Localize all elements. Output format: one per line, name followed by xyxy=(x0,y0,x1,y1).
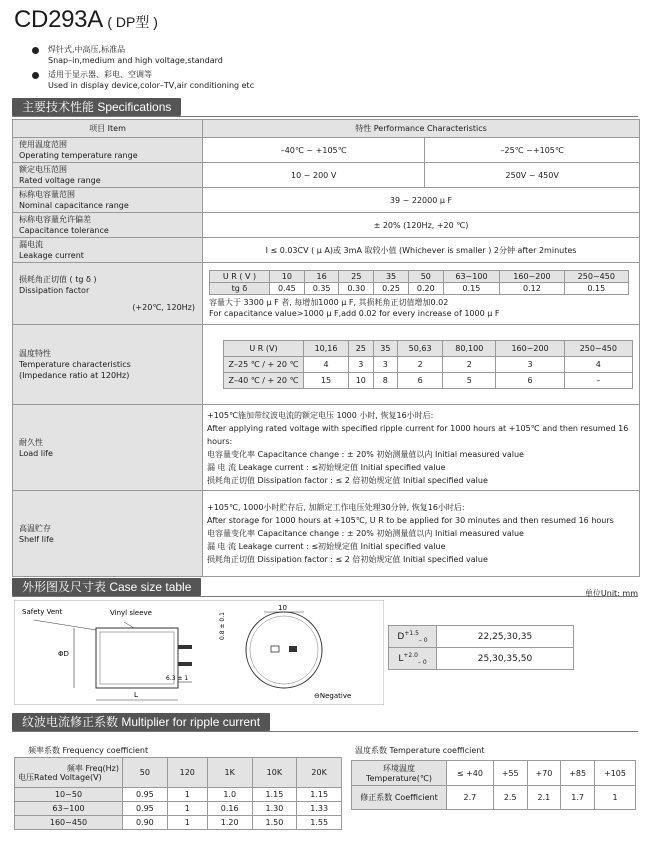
table-row: 63~100 0.95 1 0.16 1.30 1.33 xyxy=(15,802,342,816)
op-temp-v2: –25℃ ~+105℃ xyxy=(425,138,640,163)
table-row: 160~450 0.90 1 1.20 1.50 1.55 xyxy=(15,816,342,830)
leak-value: I ≤ 0.03CV ( μ A)或 3mA 取较小值 (Whichever is smaller ) 2分钟 after 2minutes xyxy=(203,238,640,263)
section-ripple: 纹波电流修正系数 Multiplier for ripple current xyxy=(12,713,270,731)
tempcoef-table: 环境温度 Temperature(℃) ≤ +40 +55 +70 +85 +105 修正系数 Coefficient 2.7 2.5 2.1 1.7 1 xyxy=(351,760,636,810)
shelf-label: 高温贮存 Shelf life xyxy=(13,491,203,577)
negative-label: ⊖Negative xyxy=(314,692,352,700)
section-specs: 主要技术性能 Specifications xyxy=(12,98,181,116)
col-perf: 特性 Performance Characteristics xyxy=(203,120,640,138)
temp-char-cell xyxy=(203,325,640,405)
d-values: 22,25,30,35 xyxy=(437,626,574,648)
rated-v-label: 额定电压范围 Rated voltage range xyxy=(13,163,203,188)
section-case: 外形图及尺寸表 Case size table xyxy=(12,578,201,596)
dim-08-label: 0.8 ± 0.1 xyxy=(219,612,226,640)
divider xyxy=(12,731,638,732)
load-value: +105℃施加带纹波电流的额定电压 1000 小时, 恢复16小时后: After applying rated voltage with specified ripple current for 1000 hours at +105℃ and then resumed 16 hours: 电容量变化率 Capacitance change : ± 20% 初始测量值以内 Initial measured value 漏 电 流 Leakage current : ≤初始规定值 Initial specified value 损耗角正切值 Dissipation factor : ≤ 2 倍初始规定值 Initial specified value xyxy=(203,405,640,491)
rated-v-v1: 10 ~ 200 V xyxy=(203,163,425,188)
phi-d-label: ΦD xyxy=(58,650,69,658)
df-cell xyxy=(203,263,640,325)
feature-2: 适用于显示器、彩电、空调等 Used in display device,color–TV,air conditioning etc xyxy=(48,70,255,90)
d-label-cell: $D^{+1.5}_{- 0}$ xyxy=(389,626,437,648)
df-table: U R ( V ) 10 16 25 35 50 63~100 160~200 250~450 tg δ 0.45 0.35 0.30 0.25 0.20 0.15 0.12 0.15 xyxy=(209,270,629,295)
cap-range-value: 39 ~ 22000 μ F xyxy=(203,188,640,213)
l-label: L xyxy=(134,691,138,699)
rated-v-v2: 250V ~ 450V xyxy=(425,163,640,188)
feature-1: 焊针式,中高压,标准品 Snap–in,medium and high voltage,standard xyxy=(48,45,223,65)
freq-table: 频率 Freq(Hz) 电压Rated Voltage(V) 50 120 1K 10K 20K 10~50 0.95 1 1.0 1.15 1.15 63~100 0.95 1 0.16 1.30 1.33 160~450 0.90 1 1.20 1.50 1.55 xyxy=(14,757,342,830)
model-name: CD293A xyxy=(14,6,103,33)
cap-tol-value: ± 20% (120Hz, +20 ℃) xyxy=(203,213,640,238)
bullet-icon xyxy=(32,47,39,54)
df-note-cn: 容量大于 3300 μ F 者, 每增加1000 μ F, 其损耗角正切值增加0.02 xyxy=(209,298,449,307)
spec-table xyxy=(12,119,640,577)
bullet-icon xyxy=(32,72,39,79)
temp-char-table: U R (V) 10,16 25 35 50,63 80,100 160~200 250~450 Z–25 ℃ / + 20 ℃ 4 3 3 2 2 3 4 Z–40 ℃ / + 20 ℃ 15 10 8 6 5 6 – xyxy=(223,340,633,389)
divider xyxy=(12,116,638,117)
case-drawing xyxy=(14,600,384,705)
op-temp-v1: –40℃ ~ +105℃ xyxy=(203,138,425,163)
divider xyxy=(12,596,638,597)
vinyl-label: Vinyl sleeve xyxy=(110,609,152,617)
temp-char-label: 温度特性 Temperature characteristics (Impedance ratio at 120Hz) xyxy=(13,325,203,405)
df-note-en: For capacitance value>1000 μ F,add 0.02 for every increase of 1000 μ F xyxy=(209,309,500,318)
dim-10-label: 10 xyxy=(278,604,287,612)
dimension-table xyxy=(388,625,574,670)
freq-title: 频率系数 Frequency coefficient xyxy=(28,746,149,755)
cap-tol-label: 标称电容量允许偏差 Capacitance tolerance xyxy=(13,213,203,238)
col-item: 项目 Item xyxy=(13,120,203,138)
op-temp-label: 使用温度范围 Operating temperature range xyxy=(13,138,203,163)
unit-label: 单位Unit: mm xyxy=(584,589,638,598)
model-type: ( DP型 ) xyxy=(107,14,158,30)
freq-corner: 频率 Freq(Hz) 电压Rated Voltage(V) xyxy=(15,758,123,788)
lead-label: 6.3 ± 1 xyxy=(166,675,189,682)
shelf-value: +105℃, 1000小时贮存后, 加额定工作电压处理30分钟, 恢复16小时后: After storage for 1000 hours at +105℃, U R to be applied for 30 minutes and then resumed 16 hours 电容量变化率 Capacitance change : ± 20% 初始测量值以内 Initial measured value 漏 电 流 Leakage current : ≤初始规定值 Initial specified value 损耗角正切值 Dissipation factor : ≤ 2 倍初始规定值 Initial specified value xyxy=(203,491,640,577)
load-label: 耐久性 Load life xyxy=(13,405,203,491)
cap-range-label: 标称电容量范围 Nominal capacitance range xyxy=(13,188,203,213)
l-label-cell: $L^{+2.0}_{- 0}$ xyxy=(389,648,437,670)
l-values: 25,30,35,50 xyxy=(437,648,574,670)
table-row: 10~50 0.95 1 1.0 1.15 1.15 xyxy=(15,788,342,802)
tempcoef-title: 温度系数 Temperature coefficient xyxy=(355,746,485,755)
page-title xyxy=(14,6,158,34)
safety-vent-label: Safety Vent xyxy=(22,608,63,616)
leak-label: 漏电流 Leakage current xyxy=(13,238,203,263)
df-label: 损耗角正切值 ( tg δ ) Dissipation factor (+20℃, 120Hz) xyxy=(13,263,203,325)
